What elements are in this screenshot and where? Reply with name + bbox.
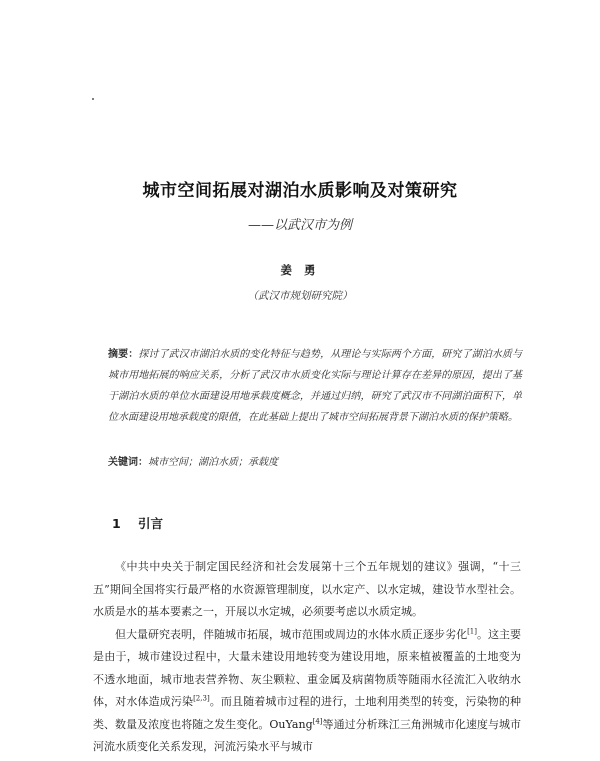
body-paragraph-2-part-d: 等通过分析珠江三角洲城市化速度与城市河流水质变化关系发现，河流污染水平与城市 [93, 717, 521, 753]
abstract-label: 摘要： [108, 349, 139, 360]
body-paragraph-2 [93, 624, 521, 759]
paper-title: 城市空间拓展对湖泊水质影响及对策研究 [142, 181, 458, 201]
paper-subtitle: ——以武汉市为例 [247, 218, 352, 233]
body-paragraph-1: 《中共中央关于制定国民经济和社会发展第十三个五年规划的建议》强调，“十三五”期间全国将实行最严格的水资源管理制度，以水定产、以水定城，建设节水型社会。水质是水的基本要素之一，开展以水定城，必须要考虑以水质定城。 [93, 560, 521, 618]
body-text [93, 556, 521, 759]
scan-speck [92, 98, 94, 100]
author-name: 姜 勇 [280, 263, 320, 277]
author-affiliation: （武汉市规划研究院） [247, 290, 353, 302]
citation-ref: [1] [467, 626, 477, 635]
body-paragraph-2-part-b: 。这主要是由于，城市建设过程中，大量未建设用地转变为建设用地，原来植被覆盖的土地变为不透水地面，城市地表营养物、灰尘颗粒、重金属及病菌物质等随雨水径流汇入收纳水体，对水体造成污染 [93, 627, 522, 708]
abstract-text: 探讨了武汉市湖泊水质的变化特征与趋势，从理论与实际两个方面，研究了湖泊水质与城市用地拓展的响应关系，分析了武汉市水质变化实际与理论计算存在差异的原因，提出了基于湖泊水质的单位水面建设用地承载度概念，并通过归纳，研究了武汉市不同湖泊面积下，单位水面建设用地承载度的限值，在此基础上提出了城市空间拓展背景下湖泊水质的保护策略。 [108, 349, 523, 423]
section-title: 引言 [138, 516, 164, 531]
citation-ref: [4] [312, 716, 323, 725]
keywords-label: 关键词： [108, 457, 148, 468]
citation-ref: [2,3] [193, 694, 210, 703]
keywords [108, 453, 522, 473]
abstract [108, 344, 522, 428]
body-paragraph-2-part-a: 但大量研究表明，伴随城市拓展，城市范围或周边的水体水质正逐步劣化 [115, 627, 468, 641]
keywords-text: 城市空间；湖泊水质；承载度 [148, 457, 278, 468]
body-paragraph-2-part-c: 。而且随着城市过程的进行，土地利用类型的转变，污染物的种类、数量及浓度也将随之发生变化。OuYang [93, 695, 522, 731]
section-heading [96, 514, 516, 532]
section-number: 1 [112, 516, 121, 531]
